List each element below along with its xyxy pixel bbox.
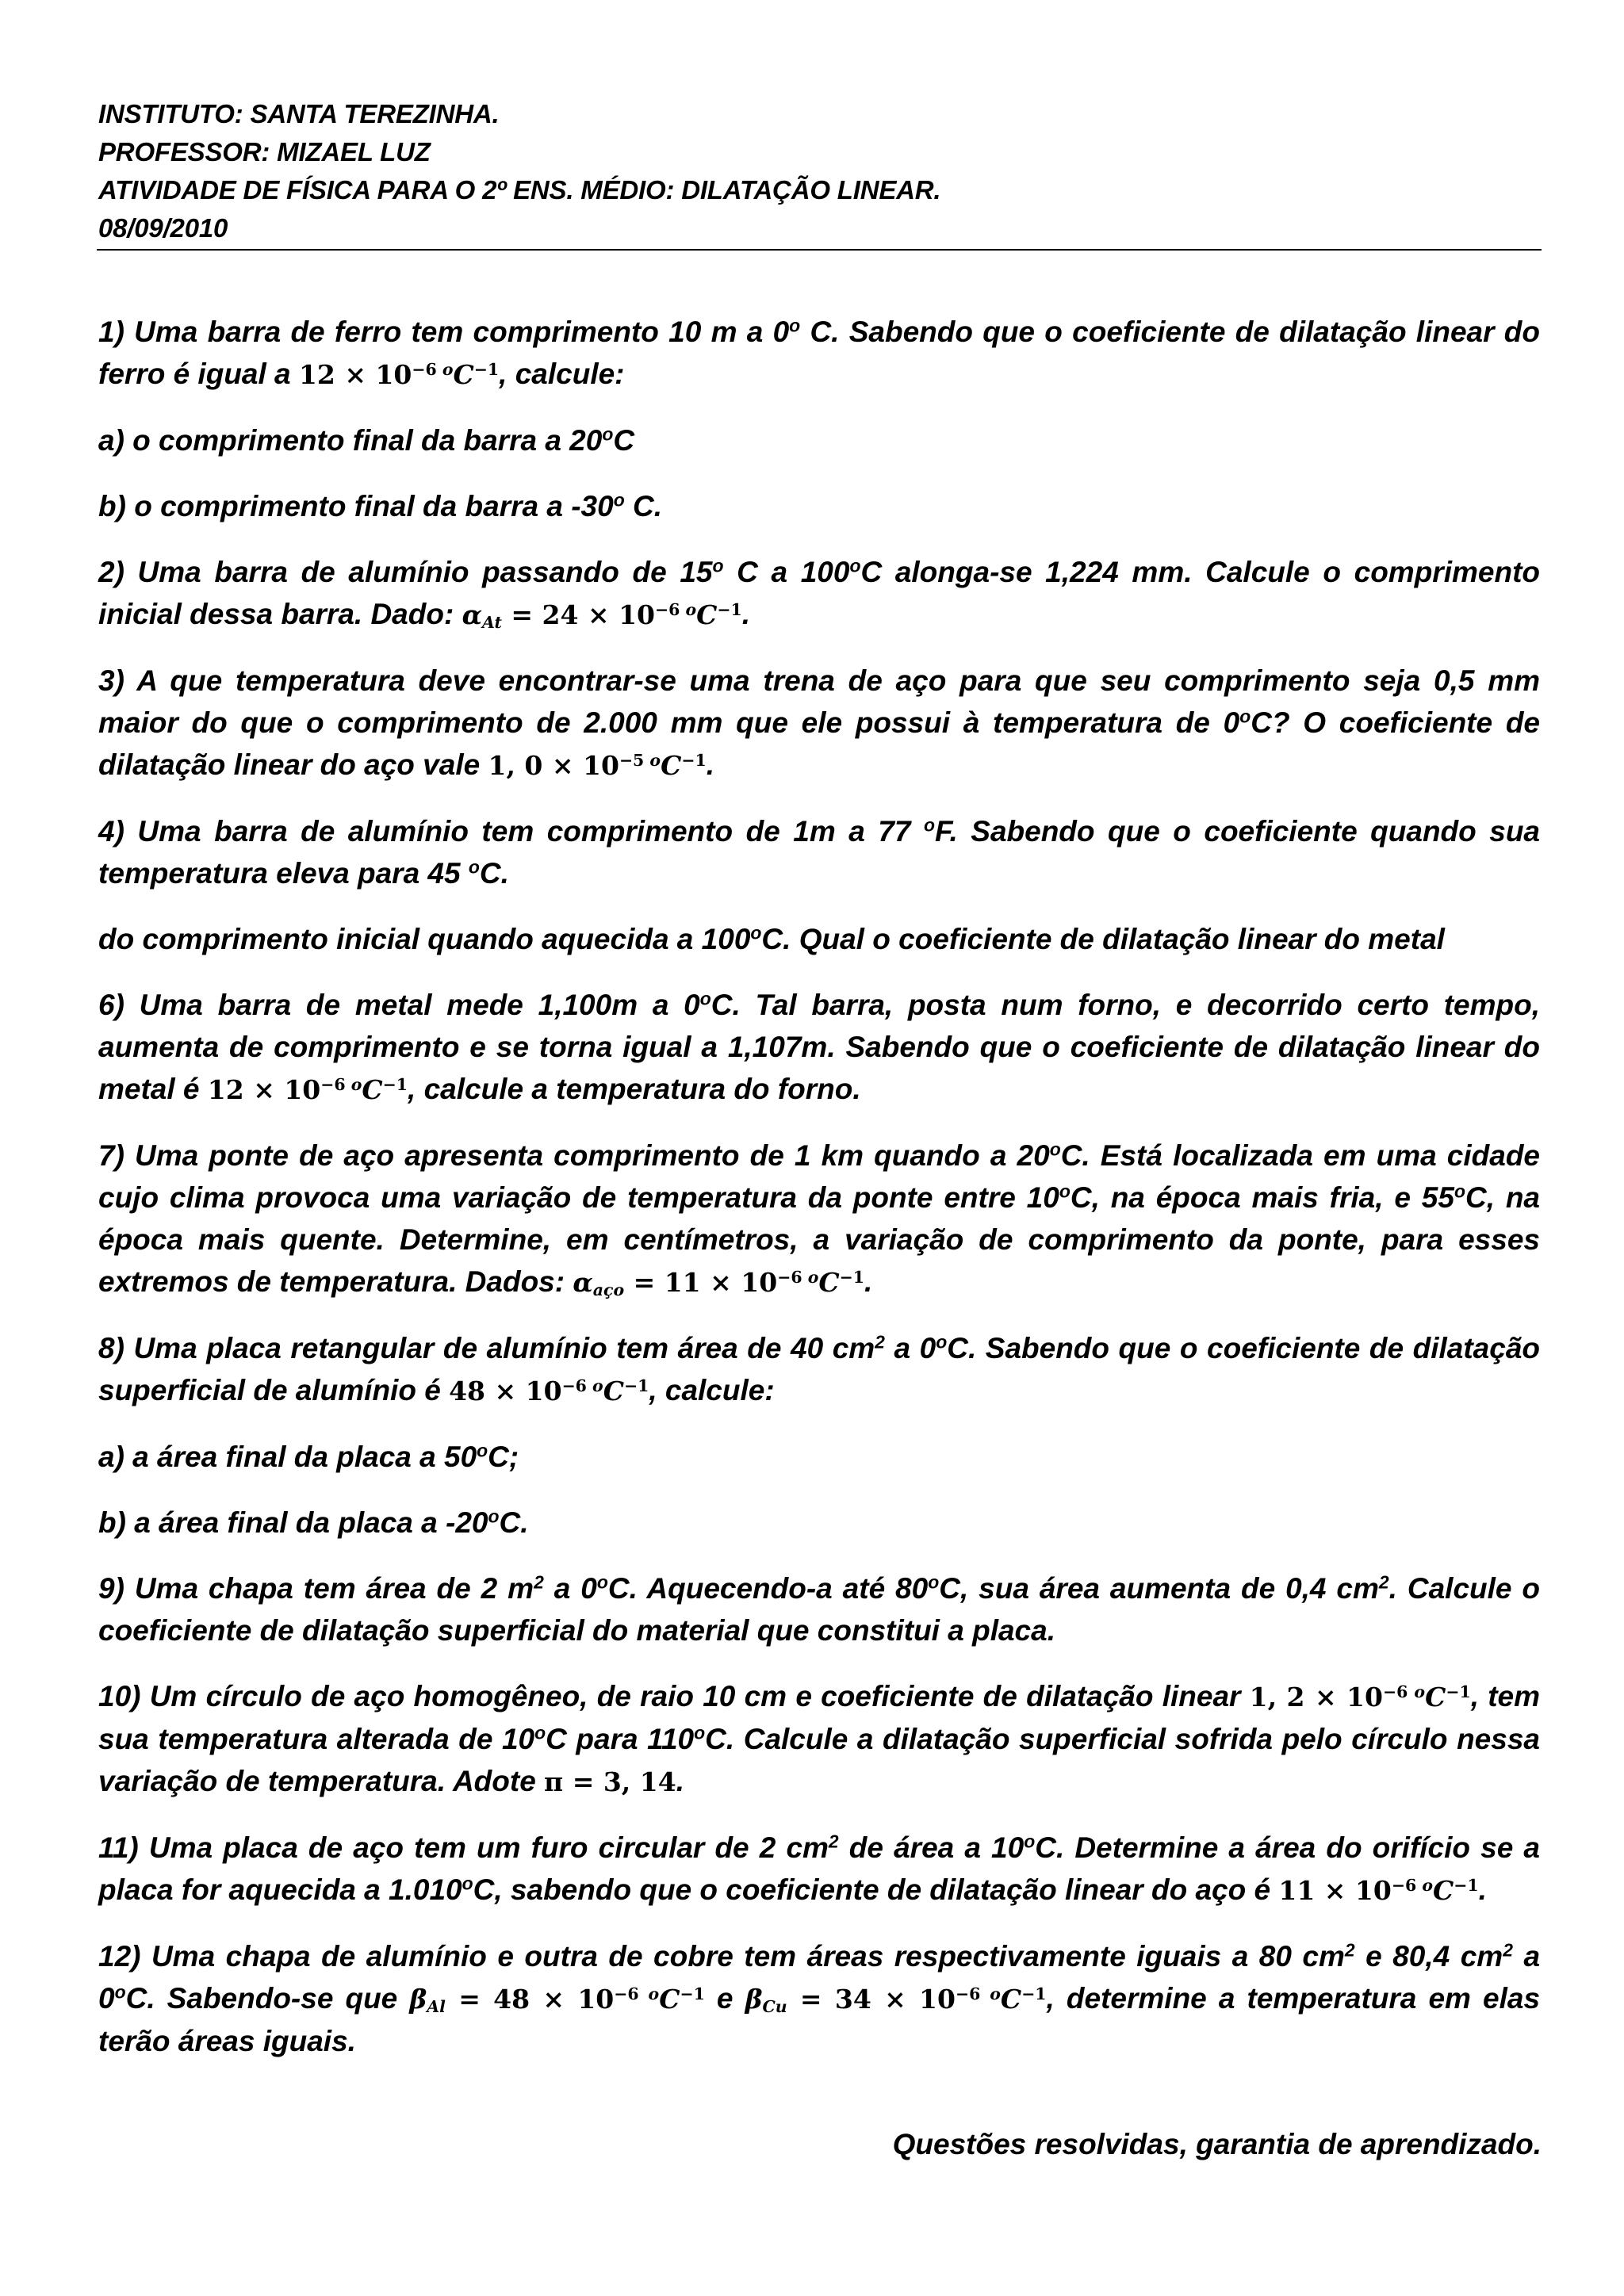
question-list [98, 311, 1540, 2086]
institute-line: INSTITUTO: SANTA TEREZINHA. [98, 99, 500, 128]
formula-coefficient: $12 \times 10^{-6 o}C^{-1}$ [298, 359, 500, 390]
activity-title: ATIVIDADE DE FÍSICA PARA O 2º ENS. MÉDIO: DILATAÇÃO LINEAR. [98, 175, 941, 205]
formula-coefficient: $12 \times 10^{-6 o}C^{-1}$ [207, 1074, 408, 1105]
question-6: 6) Uma barra de metal mede 1,100m a 0$^o$C. Tal barra, posta num forno, e decorrido certo tempo, aumenta de comprimento e se torna igual a 1,107m. Sabendo que o coeficiente de dilatação linear do metal é $12 \times 10^{-6 o}C^{-1}$, calcule a temperatura do forno. [98, 988, 1540, 1105]
question-1-item-a: a) o comprimento final da barra a 20$^o$C [98, 423, 635, 457]
formula-coefficient: $48 \times 10^{-6 o}C^{-1}$ [449, 1376, 649, 1406]
question-1: 1) Uma barra de ferro tem comprimento 10 m a 0$^o$ C. Sabendo que o coeficiente de dilatação linear do ferro é igual a $12 \times 10^{-6 o}C^{-1}$, calcule: [98, 315, 1540, 390]
question-9: 9) Uma chapa tem área de 2 $m^2$ a 0$^o$C. Aquecendo-a até 80$^o$C, sua área aumenta de 0,4 $cm^2$. Calcule o coeficiente de dilatação superficial do material que constitui a placa. [98, 1571, 1541, 1647]
question-7: 7) Uma ponte de aço apresenta comprimento de 1 km quando a 20$^o$C. Está localizada em uma cidade cujo clima provoca uma variação de temperatura da ponte entre 10$^o$C, na época mais fria, e 55$^o$C, na época mais quente. Determine, em centímetros, a variação de comprimento da ponte, para esses extremos de temperatura. Dados: $\alpha_{aço} = 11 \times 10^{-6 o}C^{-1}$. [98, 1138, 1541, 1300]
formula-coefficient: $11 \times 10^{-6 o}C^{-1}$ [1278, 1875, 1479, 1906]
question-8-item-a: a) a área final da placa a 50$^o$C; [98, 1440, 519, 1473]
question-8-item-b: b) a área final da placa a -20$^o$C. [98, 1506, 529, 1539]
question-12: 12) Uma chapa de alumínio e outra de cobre tem áreas respectivamente iguais a 80 $cm^2$ e 80,4 $cm^2$ a 0$^o$C. Sabendo-se que $\beta_{Al} = 48 \times 10^{-6 o}C^{-1}$ e $\beta_{Cu} = 34 \times 10^{-6 o}C^{-1}$, determine a temperatura em elas terão áreas iguais. [98, 1939, 1541, 2057]
header-divider [97, 249, 1542, 251]
question-2: 2) Uma barra de alumínio passando de 15$^o$ C a 100$^o$C alonga-se 1,224 mm. Calcule o comprimento inicial dessa barra. Dado: $\alpha_{At} = 24 \times 10^{-6 o}C^{-1}$. [98, 555, 1540, 633]
professor-line: PROFESSOR: MIZAEL LUZ [98, 137, 431, 166]
formula-beta-al: $\beta_{Al} = 48 \times 10^{-6 o}C^{-1}$ [409, 1984, 705, 2017]
question-10: 10) Um círculo de aço homogêneo, de raio 10 cm e coeficiente de dilatação linear 1, $2 \times 10^{-6 o}C^{-1}$, tem sua temperatura alterada de 10$^o$C para 110$^o$C. Calcule a dilatação superficial sofrida pelo círculo nessa variação de temperatura. Adote π = 3, 14. [98, 1680, 1541, 1797]
question-5-fragment: do comprimento inicial quando aquecida a 100$^o$C. Qual o coeficiente de dilatação linear do metal [98, 922, 1445, 955]
formula-beta-cu: $\beta_{Cu} = 34 \times 10^{-6 o}C^{-1}$ [745, 1984, 1047, 2017]
date-line: 08/09/2010 [98, 213, 228, 243]
formula-coefficient: $\alpha_{At} = 24 \times 10^{-6 o}C^{-1}$ [462, 599, 742, 633]
document-header [98, 95, 1542, 247]
question-4: 4) Uma barra de alumínio tem comprimento de 1m a 77 $^o$F. Sabendo que o coeficiente quando sua temperatura eleva para 45 $^o$C. [98, 814, 1540, 890]
question-3: 3) A que temperatura deve encontrar-se uma trena de aço para que seu comprimento seja 0,5 mm maior do que o comprimento de 2.000 mm que ele possui à temperatura de 0$^o$C? O coeficiente de dilatação linear do aço vale 1, $0 \times 10^{-5 o}C^{-1}$. [98, 664, 1540, 781]
question-8: 8) Uma placa retangular de alumínio tem área de 40 $cm^2$ a 0$^o$C. Sabendo que o coeficiente de dilatação superficial de alumínio é $48 \times 10^{-6 o}C^{-1}$, calcule: [98, 1331, 1540, 1406]
question-11: 11) Uma placa de aço tem um furo circular de 2 $cm^2$ de área a 10$^o$C. Determine a área do orifício se a placa for aquecida a 1.010$^o$C, sabendo que o coeficiente de dilatação linear do aço é $11 \times 10^{-6 o}C^{-1}$. [98, 1831, 1540, 1906]
formula-coefficient: 1, $2 \times 10^{-6 o}C^{-1}$ [1249, 1682, 1471, 1712]
formula-coefficient: $\alpha_{aço} = 11 \times 10^{-6 o}C^{-1}$ [573, 1267, 864, 1300]
formula-pi: π = 3, 14 [544, 1766, 676, 1797]
footer-tagline: Questões resolvidas, garantia de aprendizado. [892, 2128, 1542, 2160]
formula-coefficient: 1, $0 \times 10^{-5 o}C^{-1}$ [488, 750, 707, 781]
question-1-item-b: b) o comprimento final da barra a -30$^o$ C. [98, 489, 662, 522]
